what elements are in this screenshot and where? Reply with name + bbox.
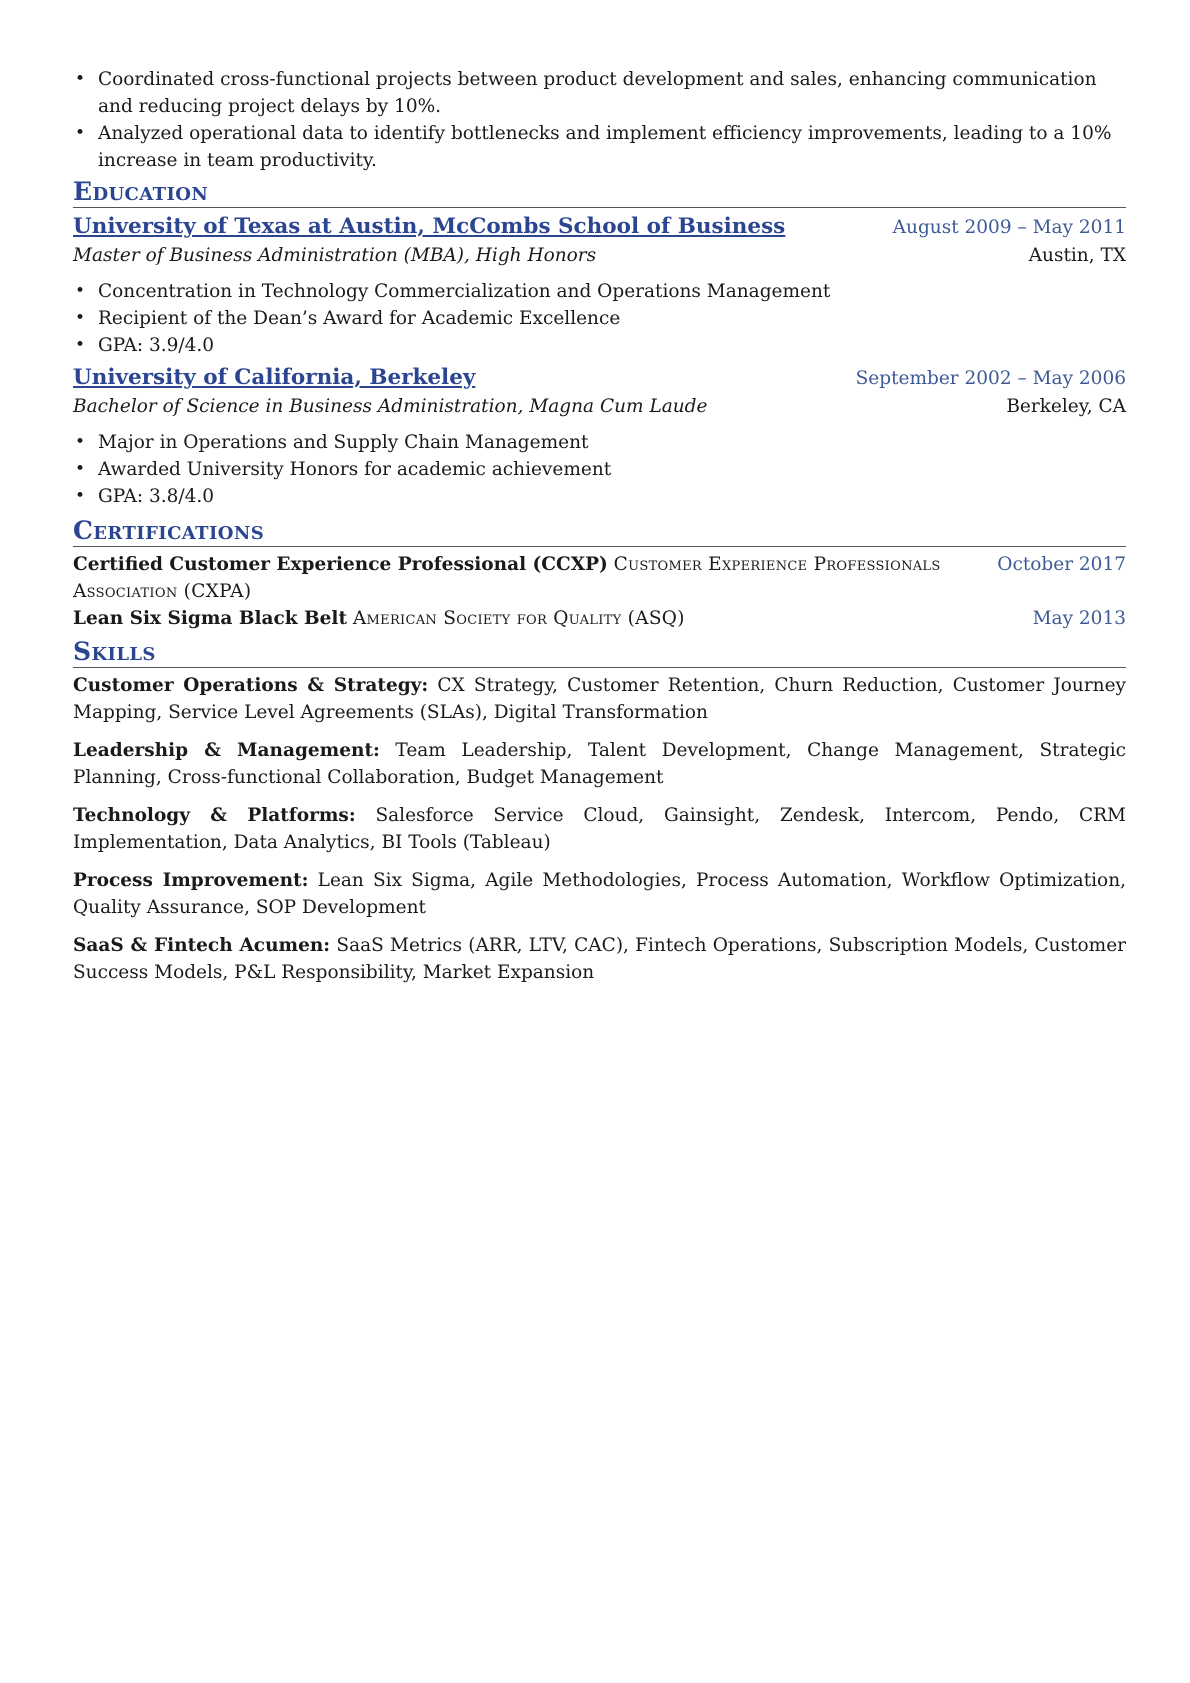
list-item: • Coordinated cross-functional projects between product development and sales, enhancing communication and reducing project delays by 10%.	[73, 66, 1126, 120]
skills-heading: Skills	[73, 637, 1126, 668]
certification-item	[73, 551, 1126, 605]
skill-label: Leadership & Management:	[73, 740, 380, 761]
skill-label: Process Improvement:	[73, 870, 309, 891]
certification-date: May 2013	[1032, 608, 1126, 629]
skill-text: Team Leadership, Talent Development, Change Management, Strategic Planning, Cross-functional Collaboration, Budget Management	[73, 740, 1126, 788]
skill-text: Salesforce Service Cloud, Gainsight, Zendesk, Intercom, Pendo, CRM Implementation, Data Analytics, BI Tools (Tableau)	[73, 805, 1126, 853]
skill-label: Technology & Platforms:	[73, 805, 356, 826]
list-item: • Awarded University Honors for academic achievement	[73, 456, 1126, 483]
education-dates: September 2002 – May 2006	[855, 368, 1126, 389]
experience-bullets	[73, 66, 1126, 174]
list-item: • GPA: 3.8/4.0	[73, 483, 1126, 510]
skill-group	[73, 932, 1126, 986]
skill-group	[73, 672, 1126, 726]
education-entry	[73, 212, 1126, 359]
education-heading: Education	[73, 177, 1126, 208]
location: Austin, TX	[1028, 245, 1126, 266]
school-link[interactable]: University of Texas at Austin, McCombs School of Business	[73, 214, 786, 239]
school-link[interactable]: University of California, Berkeley	[73, 365, 476, 390]
certification-name: Certified Customer Experience Professional (CCXP)	[73, 554, 608, 575]
list-item: • Major in Operations and Supply Chain Management	[73, 429, 1126, 456]
skill-label: Customer Operations & Strategy:	[73, 675, 429, 696]
skill-group	[73, 802, 1126, 856]
certification-org: American Society for Quality (ASQ)	[352, 608, 685, 629]
skill-text: Lean Six Sigma, Agile Methodologies, Process Automation, Workflow Optimization, Quality Assurance, SOP Development	[73, 870, 1126, 918]
skill-group	[73, 867, 1126, 921]
list-item: • Analyzed operational data to identify bottlenecks and implement efficiency improvements, leading to a 10% increase in team productivity.	[73, 120, 1126, 174]
certification-item	[73, 605, 1126, 632]
list-item: • GPA: 3.9/4.0	[73, 332, 1126, 359]
certification-org: Customer Experience Professionals Association (CXPA)	[73, 554, 941, 602]
skill-text: CX Strategy, Customer Retention, Churn Reduction, Customer Journey Mapping, Service Level Agreements (SLAs), Digital Transformation	[73, 675, 1126, 723]
list-item: • Recipient of the Dean’s Award for Academic Excellence	[73, 305, 1126, 332]
education-bullets	[73, 429, 1126, 510]
skill-group	[73, 737, 1126, 791]
certification-date: October 2017	[997, 554, 1126, 575]
skills-list	[73, 672, 1126, 986]
location: Berkeley, CA	[1006, 396, 1126, 417]
list-item: • Concentration in Technology Commercialization and Operations Management	[73, 278, 1126, 305]
resume-page	[73, 66, 1126, 997]
education-entry	[73, 363, 1126, 510]
certification-name: Lean Six Sigma Black Belt	[73, 608, 347, 629]
education-bullets	[73, 278, 1126, 359]
skill-text: SaaS Metrics (ARR, LTV, CAC), Fintech Operations, Subscription Models, Customer Success Models, P&L Responsibility, Market Expansion	[73, 935, 1126, 983]
skill-label: SaaS & Fintech Acumen:	[73, 935, 331, 956]
certifications-heading: Certifications	[73, 516, 1126, 547]
education-dates: August 2009 – May 2011	[892, 217, 1126, 238]
degree: Bachelor of Science in Business Administration, Magna Cum Laude	[73, 396, 708, 417]
degree: Master of Business Administration (MBA), High Honors	[73, 245, 597, 266]
